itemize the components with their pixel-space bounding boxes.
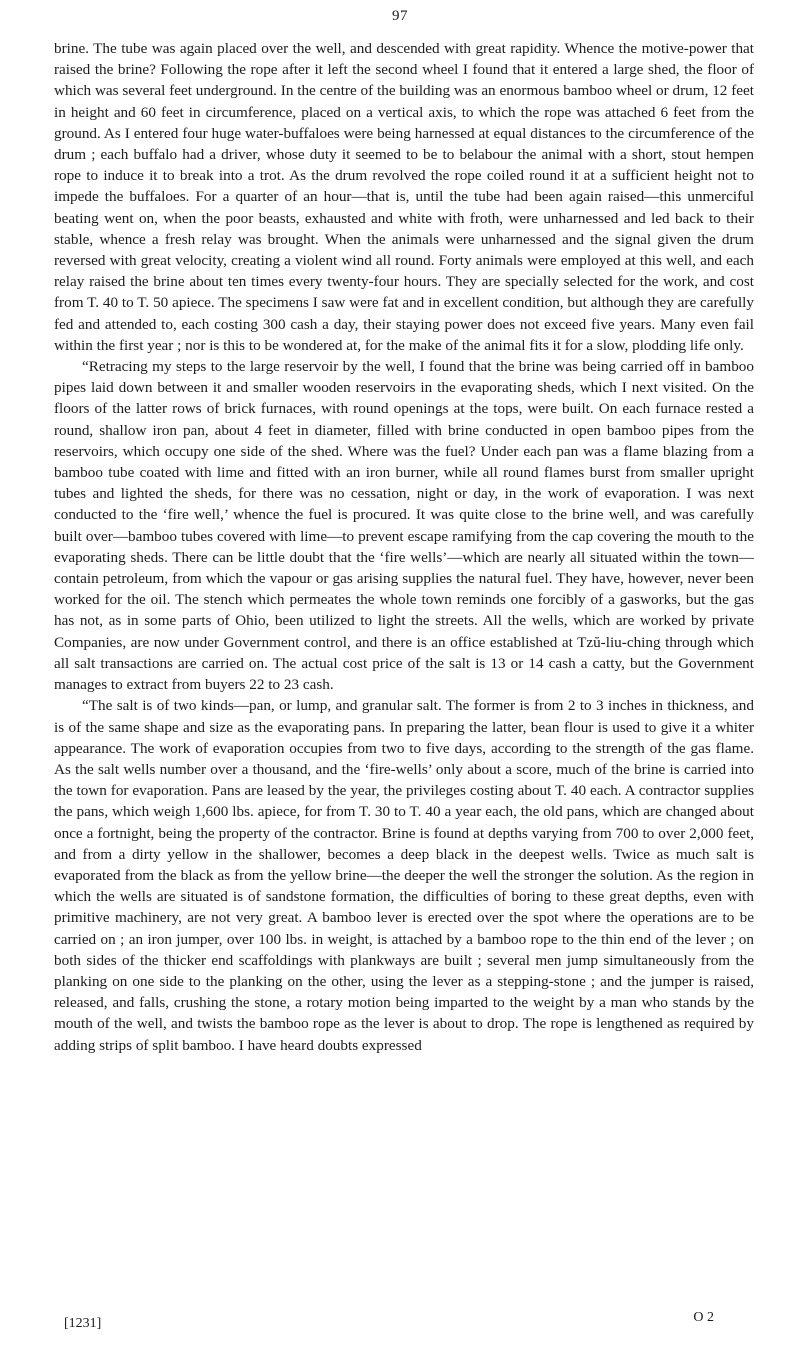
page-footer bbox=[54, 1310, 754, 1340]
paragraph-salt-kinds: “The salt is of two kinds—pan, or lump, and granular salt. The former is from 2 to 3 inches in thickness, and is of the same shape and size as the evaporating pans. In preparing the latter, bean flour is used to give it a whiter appearance. The work of evaporation occupies from two to five days, according to the strength of the gas flame. As the salt wells number over a thousand, and the ‘fire-wells’ only about a score, much of the brine is carried into the town for evaporation. Pans are leased by the year, the privileges costing about T. 40 each. A contractor supplies the pans, which weigh 1,600 lbs. apiece, for from T. 30 to T. 40 a year each, the old pans, which are changed about once a fortnight, being the property of the contractor. Brine is found at depths varying from 700 to over 2,000 feet, and from a dirty yellow in the shallower, becomes a deep black in the deepest wells. Twice as much salt is evaporated from the black as from the yellow brine—the deeper the well the stronger the solution. As the region in which the wells are situated is of sandstone formation, the difficulties of boring to these great depths, even with primitive machinery, are not very great. A bamboo lever is erected over the spot where the operations are to be carried on ; an iron jumper, over 100 lbs. in weight, is attached by a bamboo rope to the thin end of the lever ; on both sides of the thicker end scaffoldings with plankways are built ; several men jump simultaneously from the planking on one side to the planking on the other, using the lever as a stepping-stone ; and the jumper is raised, released, and falls, crushing the stone, a rotary motion being imparted to the weight by a man who stands by the mouth of the well, and twists the bamboo rope as the lever is about to drop. The rope is lengthened as required by adding strips of split bamboo. I have heard doubts expressed bbox=[54, 697, 754, 1054]
signature-mark: O 2 bbox=[693, 1310, 714, 1325]
page-number: 97 bbox=[392, 8, 408, 24]
print-number: [1231] bbox=[64, 1316, 102, 1331]
text-body bbox=[54, 38, 754, 1056]
paragraph-evaporating-sheds: “Retracing my steps to the large reservoir by the well, I found that the brine was being carried off in bamboo pipes laid down between it and smaller wooden reservoirs in the evaporating sheds, which I next visited. On the floors of the latter rows of brick furnaces, with round openings at the tops, were built. On each furnace rested a round, shallow iron pan, about 4 feet in diameter, filled with brine conducted in open bamboo pipes from the reservoirs, which occupy one side of the shed. Where was the fuel? Under each pan was a flame blazing from a bamboo tube coated with lime and fitted with an iron burner, while all round flames burst from smaller upright tubes and lighted the sheds, for there was no cessation, night or day, in the work of evaporation. I was next conducted to the ‘fire well,’ whence the fuel is procured. It was quite close to the brine well, and was carefully built over—bamboo tubes covered with lime—to prevent escape ramifying from the cap covering the mouth to the evaporating sheds. There can be little doubt that the ‘fire wells’—which are nearly all situated within the town—contain petroleum, from which the vapour or gas arising supplies the natural fuel. They have, however, never been worked for the oil. The stench which permeates the whole town reminds one forcibly of a gasworks, but the gas has not, as in some parts of Ohio, been utilized to light the streets. All the wells, which are worked by private Companies, are now under Government control, and there is an office established at Tzŭ-liu-ching through which all salt transactions are carried on. The actual cost price of the salt is 13 or 14 cash a catty, but the Government manages to extract from buyers 22 to 23 cash. bbox=[54, 358, 754, 694]
paragraph-buffalo-drum: brine. The tube was again placed over the well, and descended with great rapidity. Whence the motive-power that raised the brine? Following the rope after it left the second wheel I found that it entered a large shed, the floor of which was several feet underground. In the centre of the building was an enormous bamboo wheel or drum, 12 feet in height and 60 feet in circumference, placed on a vertical axis, to which the rope was attached 6 feet from the ground. As I entered four huge water-buffaloes were being harnessed at equal distances to the circumference of the drum ; each buffalo had a driver, whose duty it seemed to be to belabour the animal with a short, stout hempen rope to induce it to break into a trot. As the drum revolved the rope coiled round it at a sufficient height not to impede the buffaloes. For a quarter of an hour—that is, until the tube had been again raised—this unmerciful beating went on, when the poor beasts, exhausted and white with froth, were unharnessed and led back to their stable, whence a fresh relay was brought. When the animals were unharnessed and the signal given the drum reversed with great velocity, creating a violent wind all round. Forty animals were employed at this well, and each relay raised the brine about ten times every twenty-four hours. They are specially selected for the work, and cost from T. 40 to T. 50 apiece. The specimens I saw were fat and in excellent condition, but although they are carefully fed and attended to, each costing 300 cash a day, their staying power does not exceed five years. Many even fail within the first year ; nor is this to be wondered at, for the make of the animal fits it for a slow, plodding life only. bbox=[54, 40, 754, 354]
